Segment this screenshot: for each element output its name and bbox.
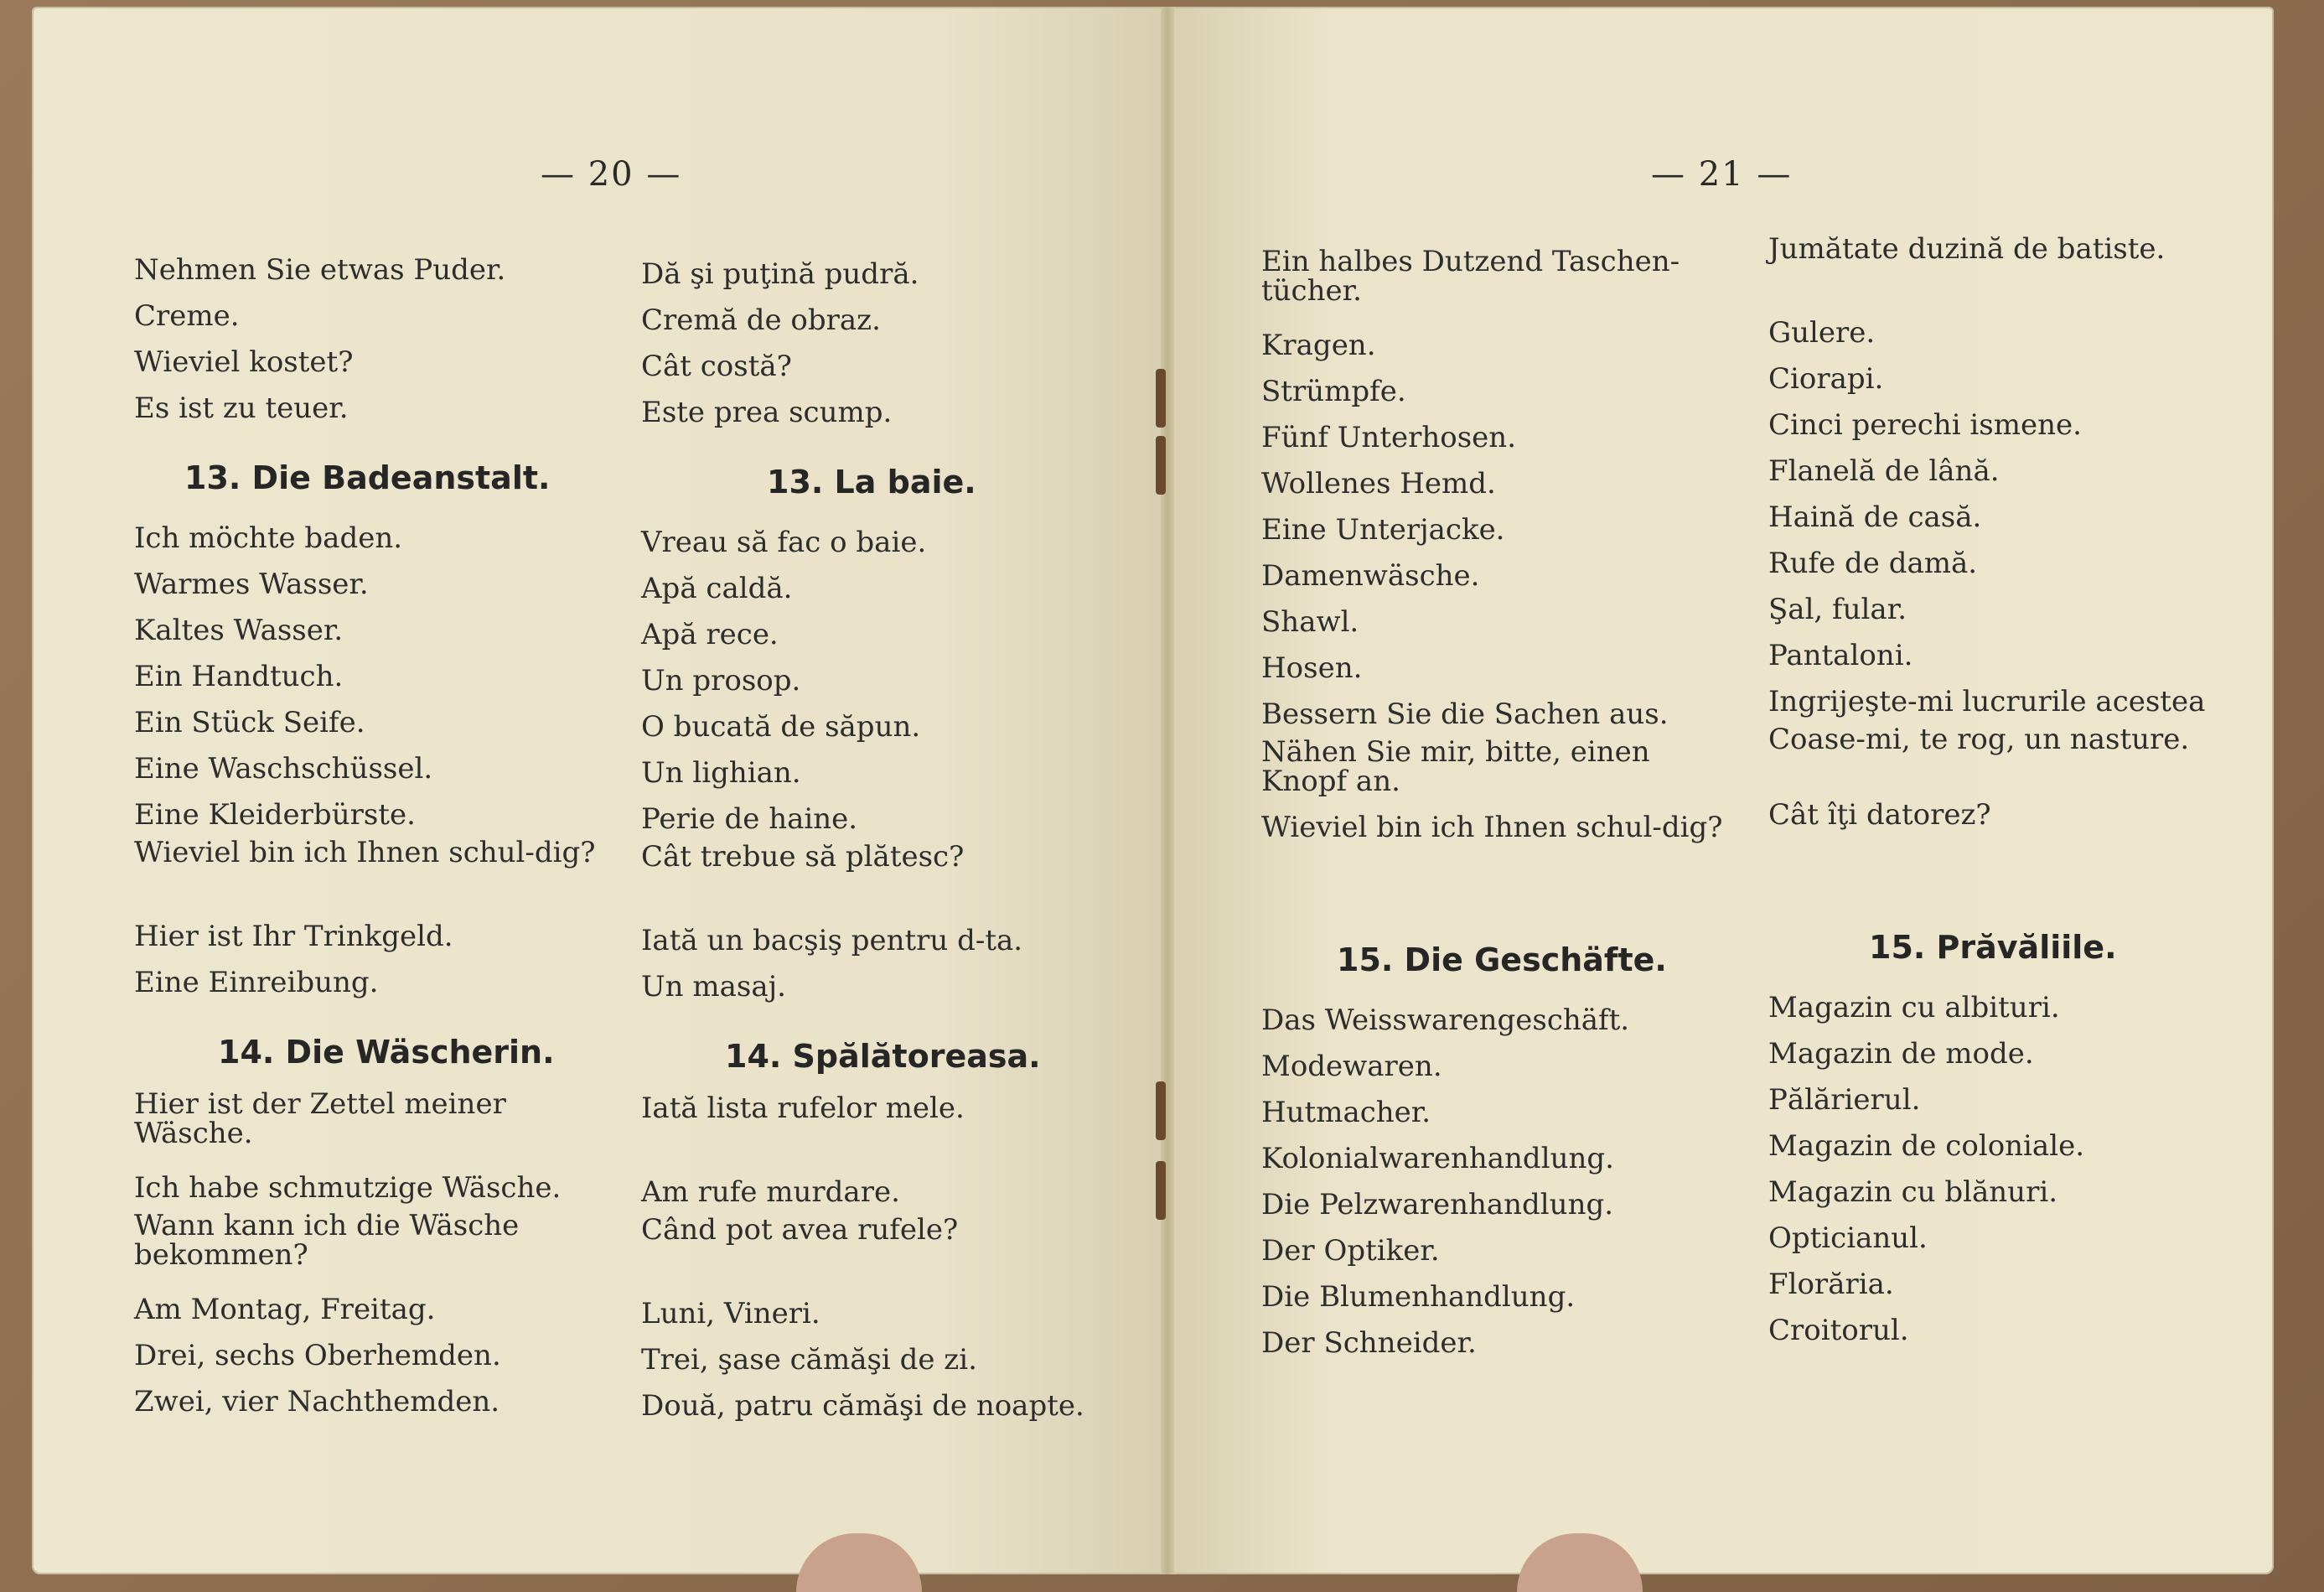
phrase-ro: Cât îţi datorez? <box>1768 798 1991 832</box>
phrase-ro: Magazin de mode. <box>1768 1037 2034 1071</box>
phrase-ro: Luni, Vineri. <box>641 1297 820 1330</box>
phrase-de: Eine Einreibung. <box>134 966 379 999</box>
phrase-ro: Pălărierul. <box>1768 1083 1921 1117</box>
phrase-ro: Vreau să fac o baie. <box>641 526 927 559</box>
phrase-de: Das Weisswarengeschäft. <box>1261 1003 1630 1037</box>
right-romanian-column <box>1768 232 2263 1354</box>
phrase-ro: Haină de casă. <box>1768 500 1982 534</box>
phrase-de: Wieviel bin ich Ihnen schul-dig? <box>134 836 596 869</box>
phrase-ro: Un lighian. <box>641 756 801 790</box>
phrase-ro: Două, patru cămăşi de noapte. <box>641 1389 1084 1423</box>
section-heading-13-ro: 13. La baie. <box>767 464 976 500</box>
phrase-de: Zwei, vier Nachthemden. <box>134 1385 500 1418</box>
phrase-de: Bessern Sie die Sachen aus. <box>1261 697 1669 731</box>
staple <box>1156 1161 1166 1220</box>
phrase-ro: Ingrijeşte-mi lucrurile acestea <box>1768 685 2206 718</box>
section-heading-14-ro: 14. Spălătoreasa. <box>725 1038 1041 1075</box>
phrase-ro: Perie de haine. <box>641 802 858 836</box>
phrase-de: Creme. <box>134 299 240 333</box>
phrase-ro: Am rufe murdare. <box>641 1175 900 1209</box>
phrase-ro: Pantaloni. <box>1768 639 1913 672</box>
phrase-de: Kaltes Wasser. <box>134 614 344 647</box>
staple <box>1156 436 1166 495</box>
phrase-de: Ein Stück Seife. <box>134 706 365 739</box>
spacer <box>1768 876 2263 901</box>
phrase-de: Es ist zu teuer. <box>134 392 349 425</box>
page-number-left: — 20 — <box>541 155 682 194</box>
phrase-de: Kolonialwarenhandlung. <box>1261 1142 1614 1175</box>
phrase-ro: O bucată de săpun. <box>641 710 921 744</box>
phrase-ro: Cât costă? <box>641 350 792 383</box>
section-heading-15-ro: 15. Prăvăliile. <box>1869 929 2117 966</box>
phrase-ro: Jumătate duzină de batiste. <box>1768 232 2166 266</box>
phrase-ro: Flanelă de lână. <box>1768 454 2000 488</box>
phrase-de: Ich möchte baden. <box>134 521 403 555</box>
phrase-de: Modewaren. <box>1261 1050 1442 1083</box>
phrase-de: Eine Kleiderbürste. <box>134 798 416 832</box>
staple <box>1156 1081 1166 1140</box>
phrase-ro: Opticianul. <box>1768 1221 1928 1255</box>
phrase-de: Wieviel kostet? <box>134 345 354 379</box>
phrase-de: Nehmen Sie etwas Puder. <box>134 253 506 287</box>
phrase-de: Damenwäsche. <box>1261 559 1480 593</box>
phrase-de: Eine Waschschüssel. <box>134 752 433 786</box>
phrase-ro: Rufe de damă. <box>1768 547 1978 580</box>
phrase-de: Fünf Unterhosen. <box>1261 421 1517 454</box>
section-heading-14-de: 14. Die Wäscherin. <box>218 1034 555 1071</box>
phrase-ro: Apă caldă. <box>641 572 793 605</box>
phrase-ro: Croitorul. <box>1768 1314 1909 1347</box>
book-spine <box>1161 7 1174 1574</box>
phrase-de: Am Montag, Freitag. <box>134 1293 436 1326</box>
phrase-de: Wieviel bin ich Ihnen schul-dig? <box>1261 811 1723 844</box>
phrase-de: Hier ist der Zettel meiner Wäsche. <box>134 1087 506 1150</box>
phrase-de: Die Pelzwarenhandlung. <box>1261 1188 1614 1221</box>
right-german-column <box>1261 247 1731 1366</box>
phrase-ro: Magazin de coloniale. <box>1768 1129 2085 1163</box>
phrase-ro: Un masaj. <box>641 970 786 1003</box>
staple <box>1156 369 1166 428</box>
phrase-ro: Cât trebue să plătesc? <box>641 840 965 874</box>
phrase-ro: Coase-mi, te rog, un nasture. <box>1768 723 2190 756</box>
phrase-ro: Trei, şase cămăşi de zi. <box>641 1343 977 1377</box>
phrase-de: Hutmacher. <box>1261 1096 1431 1129</box>
phrase-ro: Dă şi puţină pudră. <box>641 257 919 291</box>
phrase-de: Strümpfe. <box>1261 375 1406 408</box>
phrase-ro: Cremă de obraz. <box>641 303 881 337</box>
phrase-de: Die Blumenhandlung. <box>1261 1280 1576 1314</box>
phrase-ro: Iată un bacşiş pentru d-ta. <box>641 924 1023 957</box>
phrase-ro: Iată lista rufelor mele. <box>641 1092 965 1125</box>
phrase-ro: Când pot avea rufele? <box>641 1213 959 1247</box>
section-heading-13-de: 13. Die Badeanstalt. <box>184 459 551 496</box>
left-german-column <box>134 247 620 1425</box>
phrase-ro: Este prea scump. <box>641 396 893 429</box>
phrase-de: Der Schneider. <box>1261 1326 1477 1360</box>
phrase-de: Wollenes Hemd. <box>1261 467 1496 500</box>
phrase-de: Ich habe schmutzige Wäsche. <box>134 1171 562 1205</box>
phrase-de: Ein halbes Dutzend Taschen-tücher. <box>1261 245 1680 308</box>
phrase-de: Kragen. <box>1261 329 1376 362</box>
phrase-de: Hosen. <box>1261 651 1363 685</box>
phrase-ro: Cinci perechi ismene. <box>1768 408 2082 442</box>
phrase-de: Drei, sechs Oberhemden. <box>134 1339 501 1372</box>
phrase-ro: Gulere. <box>1768 316 1876 350</box>
phrase-de: Wann kann ich die Wäsche bekommen? <box>134 1209 520 1272</box>
phrase-de: Shawl. <box>1261 605 1359 639</box>
phrase-ro: Apă rece. <box>641 618 779 651</box>
phrase-ro: Şal, fular. <box>1768 593 1907 626</box>
phrase-de: Warmes Wasser. <box>134 568 369 601</box>
spacer <box>1261 889 1731 914</box>
phrase-ro: Ciorapi. <box>1768 362 1884 396</box>
phrase-de: Der Optiker. <box>1261 1234 1440 1268</box>
phrase-ro: Magazin cu albituri. <box>1768 991 2060 1024</box>
phrase-de: Hier ist Ihr Trinkgeld. <box>134 920 453 953</box>
phrase-ro: Magazin cu blănuri. <box>1768 1175 2057 1209</box>
phrase-ro: Florăria. <box>1768 1268 1894 1301</box>
section-heading-15-de: 15. Die Geschäfte. <box>1337 941 1667 978</box>
phrase-de: Ein Handtuch. <box>134 660 344 693</box>
phrase-de: Nähen Sie mir, bitte, einen Knopf an. <box>1261 735 1650 798</box>
page-number-right: — 21 — <box>1651 155 1793 194</box>
phrase-de: Eine Unterjacke. <box>1261 513 1505 547</box>
left-romanian-column <box>641 252 1136 1429</box>
phrase-ro: Un prosop. <box>641 664 801 697</box>
